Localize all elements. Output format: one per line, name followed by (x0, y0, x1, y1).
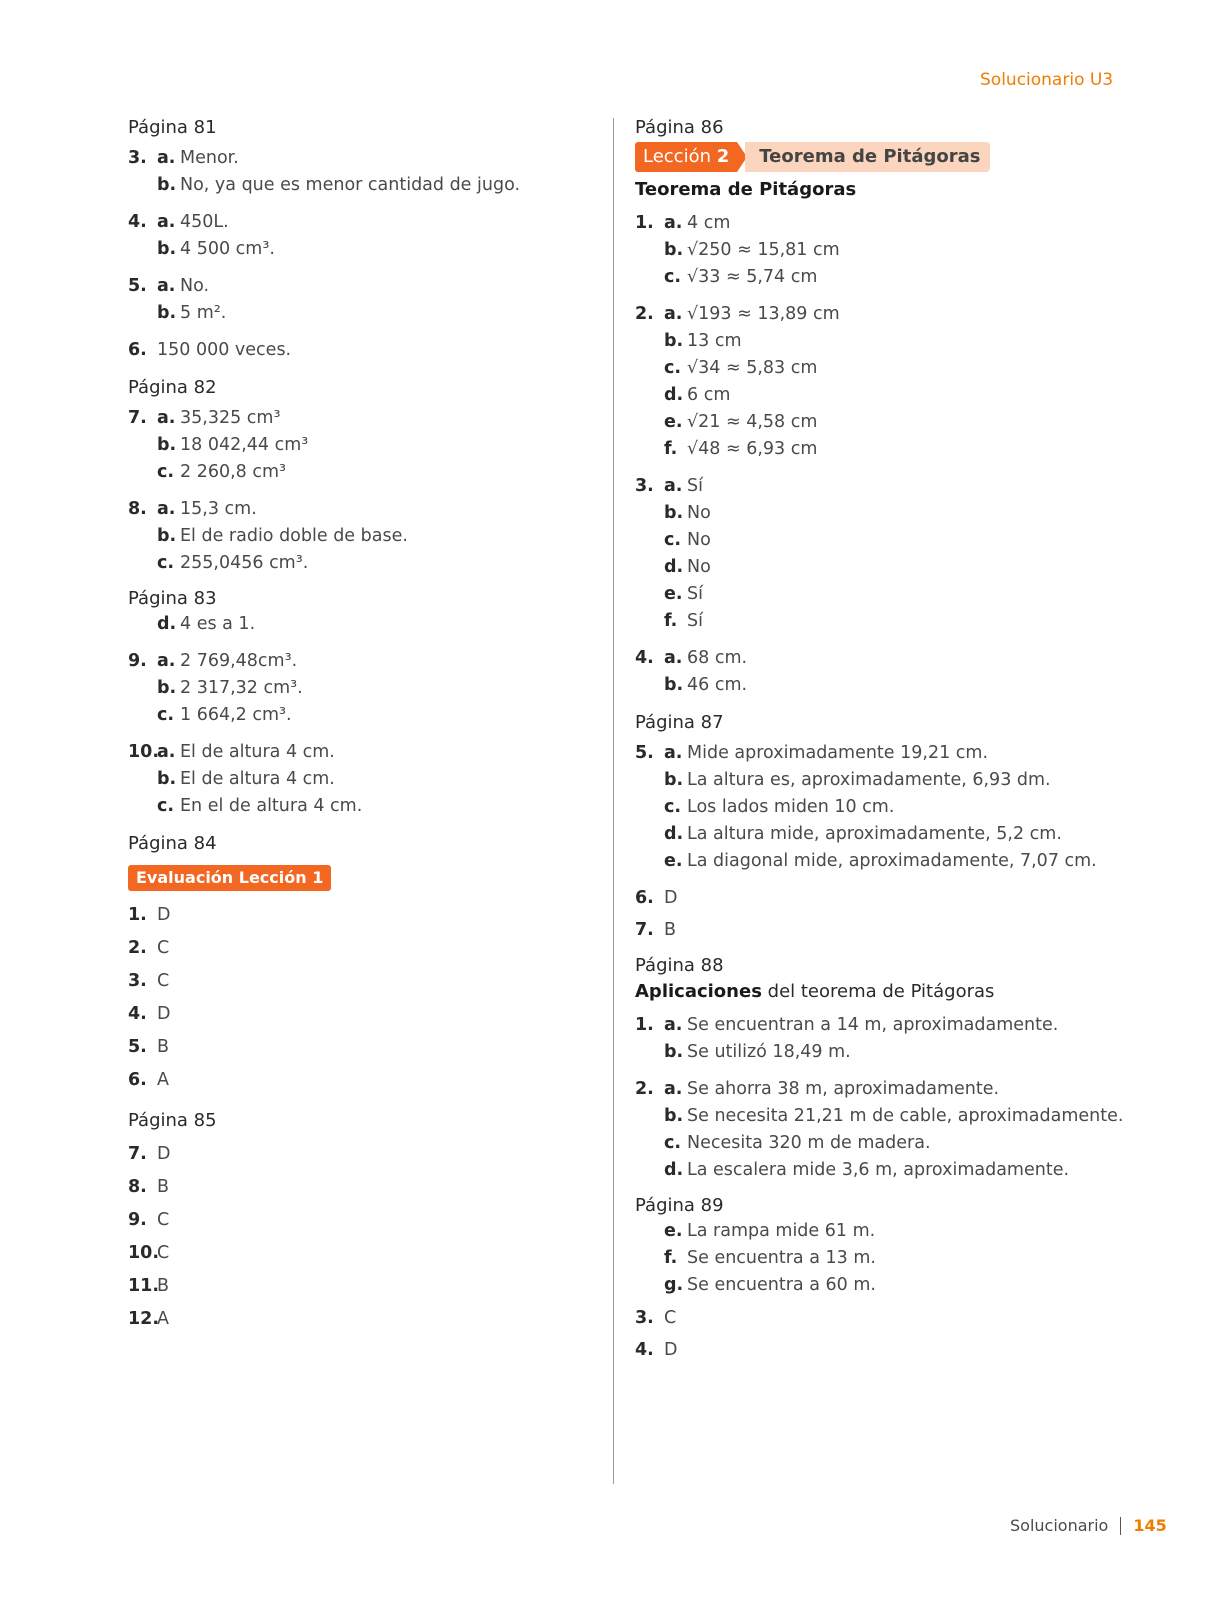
answer-text: El de altura 4 cm. (180, 769, 335, 789)
answer-line (128, 236, 598, 263)
answer-text: El de radio doble de base. (180, 526, 408, 546)
answer-line: 3. C (635, 1308, 677, 1328)
answer-line: d. La escalera mide 3,6 m, aproximadamente. (664, 1160, 1070, 1180)
left-column (128, 114, 598, 1336)
answer-line (128, 209, 598, 236)
answer-text: 150 000 veces. (157, 340, 292, 360)
item-letter: b. (157, 526, 177, 546)
page-heading: Página 89 (635, 1195, 724, 1216)
item-letter: a. (157, 212, 176, 232)
list-item: 7. D (128, 1144, 171, 1164)
item-number: 3. (128, 148, 147, 168)
right-column (635, 114, 1195, 1364)
lesson-name: Teorema de Pitágoras (745, 142, 990, 172)
list-item: 4. D (128, 1004, 171, 1024)
answer-line (128, 766, 598, 793)
list-item: 11. B (128, 1276, 170, 1296)
column-divider (613, 118, 614, 1484)
answer-line: 4. a. 68 cm. (635, 648, 748, 668)
footer-separator (1120, 1517, 1121, 1535)
answer-text: 1 664,2 cm³. (180, 705, 292, 725)
list-item: 6. A (128, 1070, 169, 1090)
item-number: 7. (128, 408, 147, 428)
page-heading: Página 87 (635, 712, 724, 733)
item-letter: c. (157, 796, 175, 816)
answer-text: 18 042,44 cm³ (180, 435, 309, 455)
answer-line (128, 702, 598, 729)
answer-line: g. Se encuentra a 60 m. (664, 1275, 876, 1295)
item-letter: b. (157, 303, 177, 323)
answer-line: e. La rampa mide 61 m. (664, 1221, 876, 1241)
list-item: 9. C (128, 1210, 170, 1230)
answer-line: f. Se encuentra a 13 m. (664, 1248, 876, 1268)
list-item: 10. C (128, 1243, 170, 1263)
answer-line: c. √34 ≈ 5,83 cm (664, 358, 818, 378)
answer-line: e. √21 ≈ 4,58 cm (664, 412, 818, 432)
item-letter: b. (157, 239, 177, 259)
answer-text: 4 es a 1. (180, 614, 256, 634)
page-heading: Página 82 (128, 377, 217, 398)
answer-line (128, 523, 598, 550)
p85-list (128, 1138, 598, 1336)
answer-text: 255,0456 cm³. (180, 553, 309, 573)
footer-label: Solucionario (1010, 1516, 1109, 1535)
answer-line: d. No (664, 557, 711, 577)
item-letter: a. (157, 499, 176, 519)
item-letter: b. (157, 175, 177, 195)
page-number: 145 (1133, 1516, 1167, 1535)
page-footer (1010, 1516, 1167, 1535)
list-item: 3. C (128, 971, 170, 991)
answer-line: 5. a. Mide aproximadamente 19,21 cm. (635, 743, 989, 763)
page-heading: Página 85 (128, 1110, 217, 1131)
answer-text: Menor. (180, 148, 239, 168)
answer-line: e. La diagonal mide, aproximadamente, 7,07 cm. (664, 851, 1097, 871)
answer-line (128, 273, 598, 300)
list-item: 1. D (128, 905, 171, 925)
item-letter: a. (157, 276, 176, 296)
answer-text: 5 m². (180, 303, 227, 323)
item-number: 4. (128, 212, 147, 232)
item-letter: a. (157, 408, 176, 428)
answer-line (128, 432, 598, 459)
lesson-tag: Lección 2 (635, 142, 737, 172)
evaluation-badge: Evaluación Lección 1 (128, 865, 331, 891)
section-title: Teorema de Pitágoras (635, 179, 857, 200)
answer-line (128, 459, 598, 486)
answer-text: 2 769,48cm³. (180, 651, 298, 671)
answer-line: b. √250 ≈ 15,81 cm (664, 240, 840, 260)
answer-line (128, 675, 598, 702)
page-heading: Página 86 (635, 117, 724, 138)
item-letter: b. (157, 769, 177, 789)
item-letter: a. (157, 651, 176, 671)
item-number: 8. (128, 499, 147, 519)
answer-line: c. Necesita 320 m de madera. (664, 1133, 931, 1153)
answer-line: 1. a. 4 cm (635, 213, 731, 233)
answer-line (128, 648, 598, 675)
answer-line: d. 6 cm (664, 385, 731, 405)
answer-line: d. La altura mide, aproximadamente, 5,2 cm. (664, 824, 1062, 844)
item-letter: b. (157, 678, 177, 698)
answer-text: 2 260,8 cm³ (180, 462, 287, 482)
answer-line: 7. B (635, 920, 677, 940)
page-heading: Página 83 (128, 588, 217, 609)
item-letter: a. (157, 148, 176, 168)
item-letter: d. (157, 614, 177, 634)
lesson-banner (635, 142, 1195, 172)
answer-line: 3. a. Sí (635, 476, 703, 496)
page-heading: Página 81 (128, 117, 217, 138)
answer-line: 6. D (635, 888, 678, 908)
evaluation-list (128, 899, 598, 1097)
answer-line: 2. a. √193 ≈ 13,89 cm (635, 304, 840, 324)
item-letter: c. (157, 705, 175, 725)
item-letter: c. (157, 462, 175, 482)
answer-line (128, 793, 598, 820)
item-letter: c. (157, 553, 175, 573)
answer-line (128, 739, 598, 766)
item-number: 6. (128, 340, 147, 360)
answer-text: No. (180, 276, 210, 296)
answer-line: f. Sí (664, 611, 703, 631)
answer-text: 35,325 cm³ (180, 408, 281, 428)
list-item: 12. A (128, 1309, 169, 1329)
answer-line: b. Se utilizó 18,49 m. (664, 1042, 851, 1062)
section-title: Aplicaciones del teorema de Pitágoras (635, 981, 995, 1002)
list-item: 5. B (128, 1037, 170, 1057)
running-header: Solucionario U3 (980, 70, 1114, 90)
item-number: 5. (128, 276, 147, 296)
answer-line (128, 172, 598, 199)
page-heading: Página 88 (635, 955, 724, 976)
answer-text: En el de altura 4 cm. (180, 796, 363, 816)
answer-line: b. 13 cm (664, 331, 742, 351)
answer-line (128, 611, 598, 638)
answer-line: e. Sí (664, 584, 703, 604)
item-letter: a. (157, 742, 176, 762)
answer-line: b. La altura es, aproximadamente, 6,93 dm. (664, 770, 1051, 790)
answer-line (128, 300, 598, 327)
page-heading: Página 84 (128, 833, 217, 854)
answer-line: 4. D (635, 1340, 678, 1360)
item-letter: b. (157, 435, 177, 455)
answer-text: 15,3 cm. (180, 499, 257, 519)
answer-line: b. 46 cm. (664, 675, 748, 695)
answer-text: 450L. (180, 212, 229, 232)
answer-line: b. No (664, 503, 711, 523)
answer-line: 1. a. Se encuentran a 14 m, aproximadamente. (635, 1015, 1059, 1035)
list-item: 2. C (128, 938, 170, 958)
list-item: 8. B (128, 1177, 170, 1197)
answer-line: 2. a. Se ahorra 38 m, aproximadamente. (635, 1079, 1000, 1099)
answer-text: El de altura 4 cm. (180, 742, 335, 762)
answer-line: b. Se necesita 21,21 m de cable, aproximadamente. (664, 1106, 1124, 1126)
answer-line (128, 496, 598, 523)
answer-line (128, 405, 598, 432)
answer-text: 2 317,32 cm³. (180, 678, 303, 698)
answer-line (128, 145, 598, 172)
answer-line: c. Los lados miden 10 cm. (664, 797, 895, 817)
item-number: 9. (128, 651, 147, 671)
answer-line: f. √48 ≈ 6,93 cm (664, 439, 818, 459)
answer-line (128, 550, 598, 577)
answer-line: c. √33 ≈ 5,74 cm (664, 267, 818, 287)
answer-text: 4 500 cm³. (180, 239, 275, 259)
answer-line: c. No (664, 530, 711, 550)
answer-text: No, ya que es menor cantidad de jugo. (180, 175, 521, 195)
item-number: 10. (128, 742, 160, 762)
answer-line (128, 337, 598, 364)
